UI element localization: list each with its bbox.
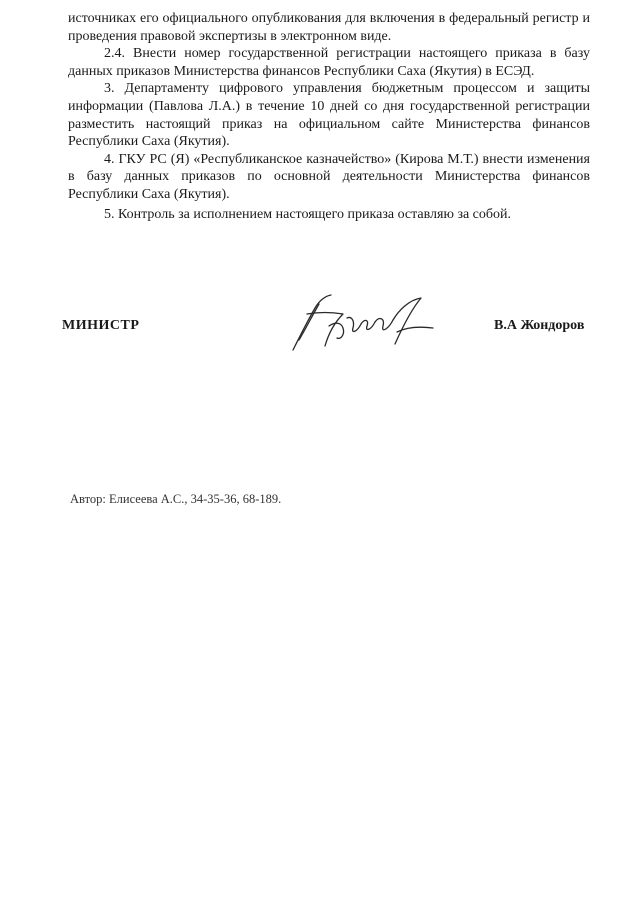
paragraph-3: 3. Департаменту цифрового управления бюджетным процессом и защиты информации (Павлова Л.А.) в течение 10 дней со дня государственной регистрации разместить настоящий приказ на официальном сайте Министерства финансов Республики Саха (Якутия). [68,81,590,150]
handwritten-signature [285,292,445,354]
document-body [68,10,590,223]
signatory-name: В.А Жондоров [494,318,585,333]
paragraph-2-4: 2.4. Внести номер государственной регистрации настоящего приказа в базу данных приказов Министерства финансов Республики Саха (Якутия) в ЕСЭД. [68,46,590,79]
author-info: Автор: Елисеева А.С., 34-35-36, 68-189. [70,492,282,506]
signatory-title: МИНИСТР [62,318,140,333]
paragraph-continuation: источниках его официального опубликования для включения в федеральный регистр и проведения правовой экспертизы в электронном виде. [68,11,590,44]
paragraph-4: 4. ГКУ РС (Я) «Республиканское казначейство» (Кирова М.Т.) внести изменения в базу данных приказов по основной деятельности Министерства финансов Республики Саха (Якутия). [68,151,590,202]
paragraph-5: 5. Контроль за исполнением настоящего приказа оставляю за собой. [104,206,512,222]
